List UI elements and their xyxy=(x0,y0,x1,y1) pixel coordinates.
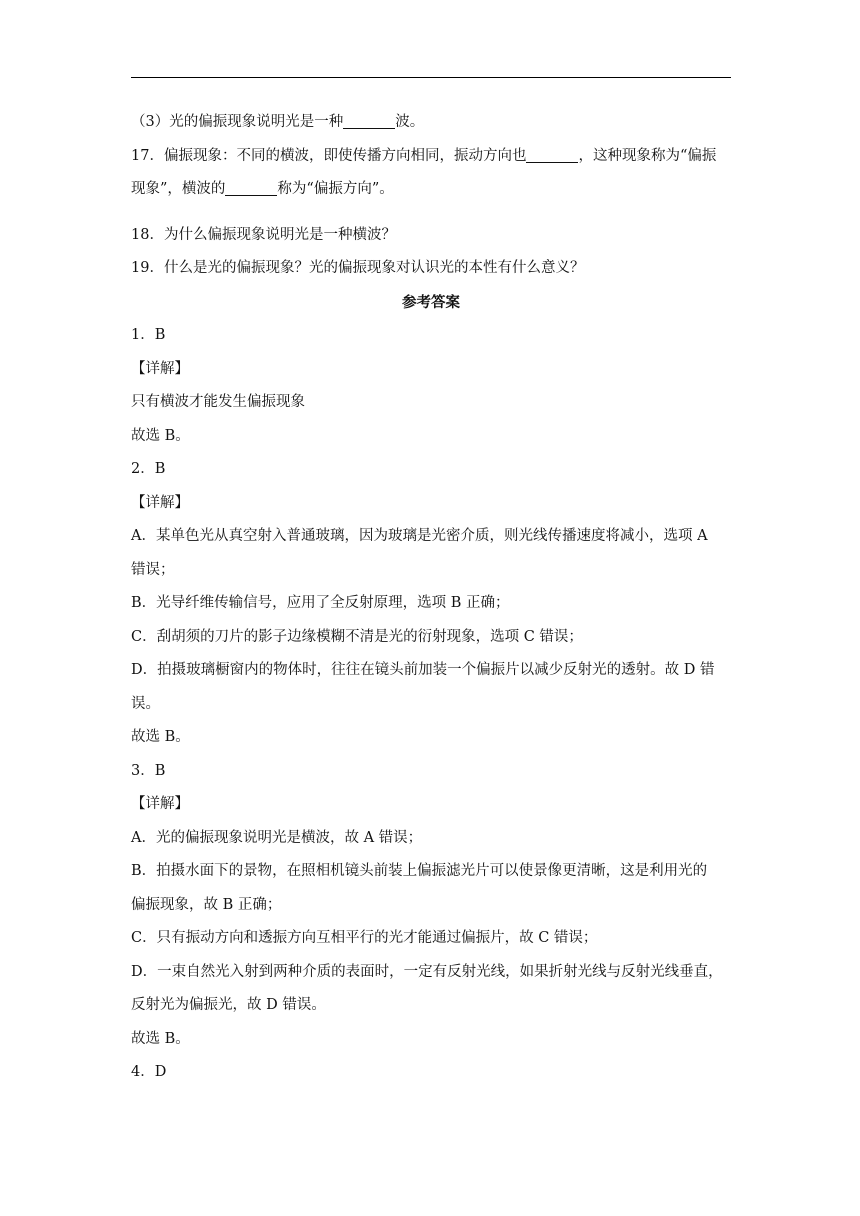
header-rule xyxy=(131,77,731,78)
answer-2-detail-heading: 【详解】 xyxy=(131,494,189,511)
answer-2-option-c: C．刮胡须的刀片的影子边缘模糊不清是光的衍射现象，选项 C 错误； xyxy=(131,628,583,645)
answer-1-label: 1．B xyxy=(131,327,166,343)
answer-blank xyxy=(225,179,277,196)
spacer xyxy=(131,207,731,219)
answer-2-option-b: B．光导纤维传输信号，应用了全反射原理，选项 B 正确； xyxy=(131,595,510,611)
answer-1-conclusion: 故选 B。 xyxy=(131,427,190,444)
answer-3-option-a: A．光的偏振现象说明光是横波，故 A 错误； xyxy=(131,829,423,846)
question-text: 现象”，横波的 xyxy=(131,181,226,197)
answer-2-option-d-continued: 误。 xyxy=(131,695,160,712)
answer-3-option-d: D．一束自然光入射到两种介质的表面时，一定有反射光线，如果折射光线与反射光线垂直， xyxy=(131,963,723,980)
answer-2-option-a: A．某单色光从真空射入普通玻璃，因为玻璃是光密介质，则光线传播速度将减小，选项 A xyxy=(131,528,708,544)
answer-2-option-a-continued: 错误； xyxy=(131,561,175,578)
question-18: 18．为什么偏振现象说明光是一种横波？ xyxy=(131,226,396,243)
answer-3-option-d-continued: 反射光为偏振光，故 D 错误。 xyxy=(131,997,326,1013)
answers-title: 参考答案 xyxy=(402,293,460,311)
question-17-continued xyxy=(131,173,731,207)
answer-3-label: 3．B xyxy=(131,762,166,779)
answer-blank xyxy=(526,146,578,163)
question-text: 称为“偏振方向”。 xyxy=(277,181,394,197)
answer-2-label: 2．B xyxy=(131,461,166,477)
answer-3-option-b: B．拍摄水面下的景物，在照相机镜头前装上偏振滤光片可以使景像更清晰，这是利用光的 xyxy=(131,863,708,879)
answer-3-detail-heading: 【详解】 xyxy=(131,796,189,812)
page-content xyxy=(131,106,731,1090)
question-17 xyxy=(131,140,731,174)
question-text: 波。 xyxy=(395,114,425,130)
question-text: ，这种现象称为“偏振 xyxy=(578,147,717,164)
answer-3-option-c: C．只有振动方向和透振方向互相平行的光才能通过偏振片，故 C 错误； xyxy=(131,930,598,946)
answer-blank xyxy=(343,112,395,129)
question-text: （3）光的偏振现象说明光是一种 xyxy=(131,114,344,130)
question-text: 17．偏振现象：不同的横波，即使传播方向相同，振动方向也 xyxy=(131,147,527,164)
answer-3-conclusion: 故选 B。 xyxy=(131,1030,190,1047)
answer-4-label: 4．D xyxy=(131,1064,167,1080)
question-19: 19．什么是光的偏振现象？光的偏振现象对认识光的本性有什么意义？ xyxy=(131,260,585,276)
answer-3-option-b-continued: 偏振现象，故 B 正确； xyxy=(131,896,282,913)
answer-2-option-d: D．拍摄玻璃橱窗内的物体时，往往在镜头前加装一个偏振片以减少反射光的透射。故 D 错 xyxy=(131,662,715,678)
answer-1-explanation: 只有横波才能发生偏振现象 xyxy=(131,394,305,410)
question-16-part-3 xyxy=(131,106,731,140)
answer-2-conclusion: 故选 B。 xyxy=(131,729,190,745)
answer-1-detail-heading: 【详解】 xyxy=(131,360,189,377)
